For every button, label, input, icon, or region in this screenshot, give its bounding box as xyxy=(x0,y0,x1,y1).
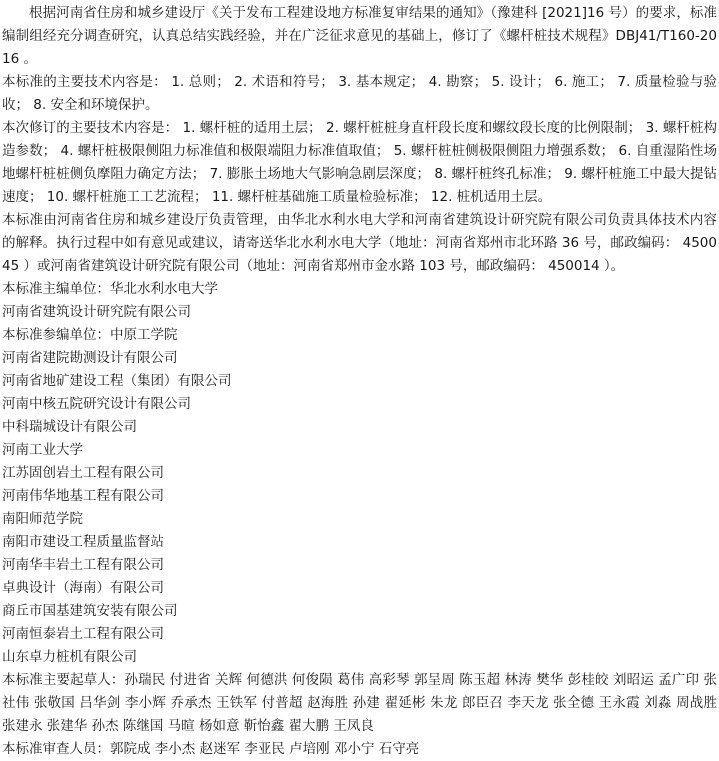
participating-unit: 河南省建院勘测设计有限公司 xyxy=(2,350,178,366)
participating-unit-label: 本标准参编单位：中原工学院 xyxy=(2,327,178,343)
participating-unit: 河南工业大学 xyxy=(2,442,83,458)
reviewers-paragraph: 本标准审查人员：郭院成 李小杰 赵迷军 李亚民 卢培刚 邓小宁 石守亮 xyxy=(2,741,420,757)
participating-unit: 南阳师范学院 xyxy=(2,511,83,527)
chief-editor-unit-1: 本标准主编单位：华北水利水电大学 xyxy=(2,281,218,297)
participating-unit: 江苏固创岩土工程有限公司 xyxy=(2,465,164,481)
participating-unit: 卓典设计（海南）有限公司 xyxy=(2,580,164,596)
intro-paragraph: 根据河南省住房和城乡建设厅《关于发布工程建设地方标准复审结果的通知》（豫建科 [2021]16 号）的要求，标准编制组经充分调查研究，认真总结实践经验，并在广泛征求意见的基础上，修订了《螺杆桩技术规程》DBJ41/T160-2016 。 xyxy=(2,5,717,67)
participating-unit: 南阳市建设工程质量监督站 xyxy=(2,534,164,550)
participating-unit: 河南省地矿建设工程（集团）有限公司 xyxy=(2,373,232,389)
drafters-paragraph: 本标准主要起草人：孙瑞民 付进省 关辉 何德洪 何俊陨 葛伟 高彩琴 郭呈周 陈玉超 林涛 樊华 彭桂皎 刘昭运 孟广印 张社伟 张敬国 吕华剑 李小辉 乔承杰 王铁军 付普超 赵海胜 孙建 翟延彬 朱龙 郎臣召 李天龙 张全德 王永霞 刘淼 周战胜 张建永 张建华 孙杰 陈继国 马暄 杨如意 靳怡鑫 翟大鹏 王凤良 xyxy=(2,672,717,734)
participating-unit: 商丘市国基建筑安装有限公司 xyxy=(2,603,178,619)
main-content-paragraph: 本标准的主要技术内容是： 1. 总则； 2. 术语和符号； 3. 基本规定； 4. 勘察； 5. 设计； 6. 施工； 7. 质量检验与验收； 8. 安全和环境保护。 xyxy=(2,74,717,113)
participating-unit: 河南中核五院研究设计有限公司 xyxy=(2,396,191,412)
revision-content-paragraph: 本次修订的主要技术内容是： 1. 螺杆桩的适用土层； 2. 螺杆桩桩身直杆段长度和螺纹段长度的比例限制； 3. 螺杆桩构造参数； 4. 螺杆桩极限侧阻力标准值和极限端阻力标准值取值； 5. 螺杆桩桩侧极限侧阻力增强系数； 6. 自重湿陷性场地螺杆桩桩侧负摩阻力确定方法； 7. 膨胀土场地大气影响急剧层深度； 8. 螺杆桩终孔标准； 9. 螺杆桩施工中最大提钻速度； 10. 螺杆桩施工工艺流程； 11. 螺杆桩基础施工质量检验标准； 12. 桩机适用土层。 xyxy=(2,120,717,205)
chief-editor-unit-2: 河南省建筑设计研究院有限公司 xyxy=(2,304,191,320)
participating-unit: 河南华丰岩土工程有限公司 xyxy=(2,557,164,573)
participating-unit: 中科瑞城设计有限公司 xyxy=(2,419,137,435)
participating-unit: 河南恒泰岩土工程有限公司 xyxy=(2,626,164,642)
participating-unit: 河南伟华地基工程有限公司 xyxy=(2,488,164,504)
management-paragraph: 本标准由河南省住房和城乡建设厅负责管理，由华北水利水电大学和河南省建筑设计研究院有限公司负责具体技术内容的解释。执行过程中如有意见或建议，请寄送华北水利水电大学（地址：河南省郑州市北环路 36 号，邮政编码： 450045 ）或河南省建筑设计研究院有限公司（地址：河南省郑州市金水路 103 号，邮政编码： 450014 ）。 xyxy=(2,212,717,274)
participating-unit: 山东卓力桩机有限公司 xyxy=(2,649,137,665)
